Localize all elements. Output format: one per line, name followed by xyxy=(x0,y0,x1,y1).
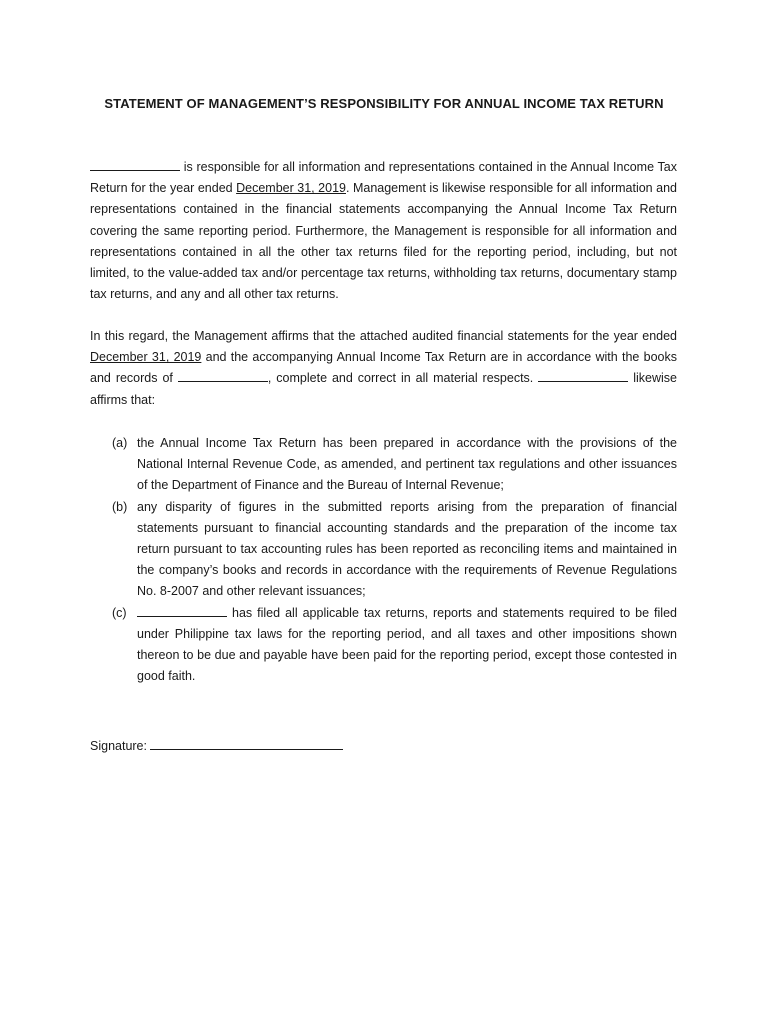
paragraph2-text-b: and the accompanying Annual Income Tax Return are in accordance with the books and records of xyxy=(90,350,677,386)
paragraph1-text-b: . Management is likewise responsible for all information and representations contained in the financial statements accompanying the Annual Income Tax Return covering the same reporting period. Furthermore, the Management is responsible for all information and representations contained in all the other tax returns filed for the reporting period, including, but not limited, to the value-added tax and/or percentage tax returns, withholding tax returns, documentary stamp tax returns, and any and all other tax returns. xyxy=(90,181,677,302)
company-name-blank-4 xyxy=(137,604,227,617)
paragraph-affirmation xyxy=(90,326,677,411)
company-name-blank-2 xyxy=(178,369,268,382)
affirmation-list xyxy=(90,433,677,687)
signature-label: Signature: xyxy=(90,739,151,753)
paragraph-responsibility xyxy=(90,157,677,305)
paragraph2-text-c: , complete and correct in all material respects. xyxy=(267,371,539,386)
year-end-date-2: December 31, 2019 xyxy=(90,350,202,365)
signature-line xyxy=(90,736,343,757)
list-item-text: any disparity of figures in the submitted reports arising from the preparation of financial statements pursuant to financial accounting standards and the preparation of the income tax return pursuant to tax accounting rules has been reported as reconciling items and maintained in the company’s books and records in accordance with the requirements of Revenue Regulations No. 8-2007 and other relevant issuances; xyxy=(137,499,677,599)
list-item-text: the Annual Income Tax Return has been prepared in accordance with the provisions of the National Internal Revenue Code, as amended, and pertinent tax regulations and other issuances of the Department of Finance and the Bureau of Internal Revenue; xyxy=(137,436,677,493)
list-marker: (b) xyxy=(112,499,128,514)
list-marker: (a) xyxy=(112,436,128,450)
paragraph2-text-a: In this regard, the Management affirms that the attached audited financial statements for the year ended xyxy=(90,329,677,343)
list-item xyxy=(90,603,677,688)
year-end-date: December 31, 2019 xyxy=(236,181,346,196)
document-title: STATEMENT OF MANAGEMENT’S RESPONSIBILITY FOR ANNUAL INCOME TAX RETURN xyxy=(104,96,664,111)
paragraph2-text-d: likewise affirms that: xyxy=(90,371,677,407)
company-name-blank xyxy=(90,158,180,171)
paragraph1-text-a: is responsible for all information and representations contained in the Annual Income Tax Return for the year ended xyxy=(90,160,677,196)
list-item-text: has filed all applicable tax returns, reports and statements required to be filed under Philippine tax laws for the reporting period, and all taxes and other impositions shown thereon to be due and payable have been paid for the reporting period, except those contested in good faith. xyxy=(137,605,677,684)
signature-blank xyxy=(150,737,343,750)
list-marker: (c) xyxy=(112,605,127,620)
company-name-blank-3 xyxy=(538,369,628,382)
list-item xyxy=(90,433,677,497)
list-item xyxy=(90,497,677,603)
